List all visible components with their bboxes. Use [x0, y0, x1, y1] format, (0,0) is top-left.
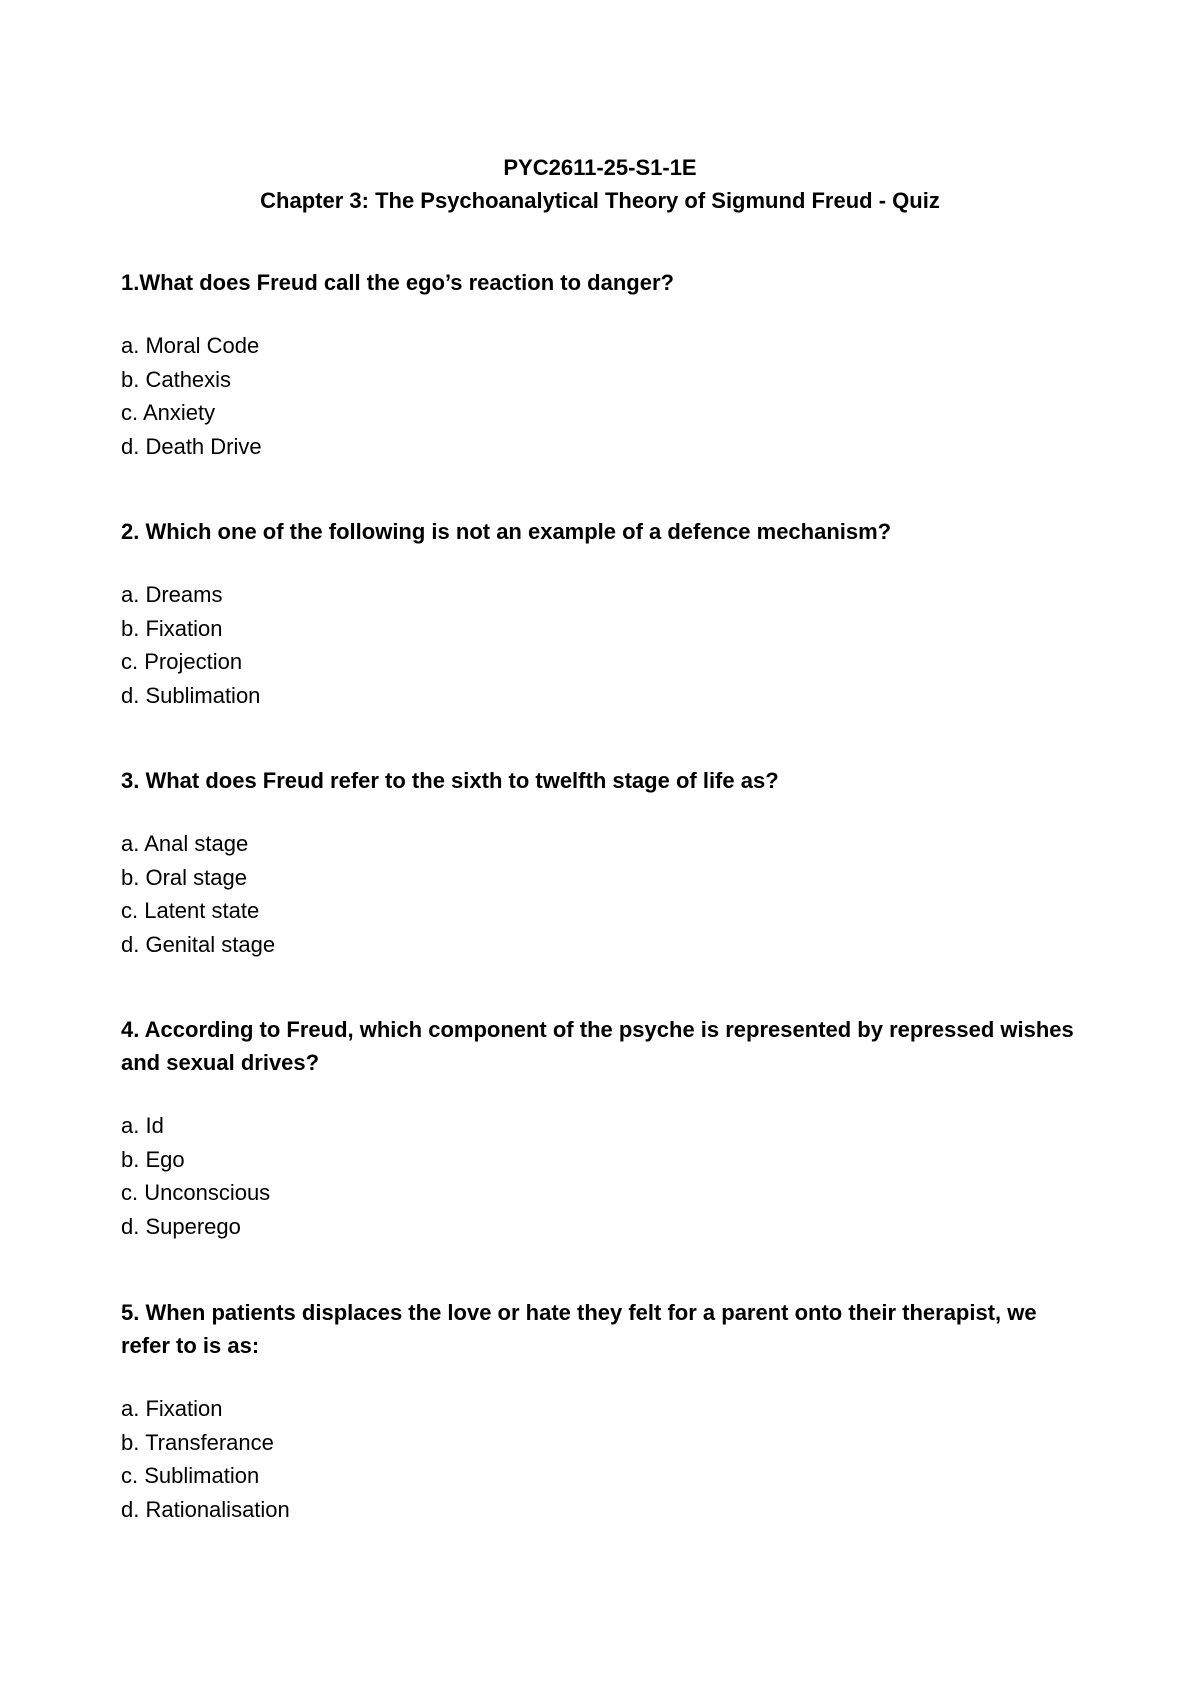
option-c: c. Anxiety [121, 400, 216, 425]
question-2 [121, 515, 1081, 712]
option-c: c. Sublimation [121, 1463, 260, 1488]
option-list [121, 827, 1081, 961]
question-5 [121, 1296, 1081, 1526]
question-text: 1.What does Freud call the ego’s reaction to danger? [121, 270, 674, 295]
question-4 [121, 1013, 1081, 1243]
option-list [121, 578, 1081, 712]
option-b: b. Ego [121, 1146, 185, 1172]
option-a: a. Fixation [121, 1396, 223, 1421]
option-d: d. Sublimation [121, 682, 261, 708]
question-text: 3. What does Freud refer to the sixth to twelfth stage of life as? [121, 768, 779, 793]
option-b: b. Fixation [121, 615, 223, 641]
question-3 [121, 764, 1081, 961]
option-b: b. Transferance [121, 1429, 274, 1455]
option-c: c. Projection [121, 649, 243, 674]
option-a: a. Id [121, 1113, 164, 1138]
question-text: 5. When patients displaces the love or hate they felt for a parent onto their therapist, we refer to is as: [121, 1300, 1037, 1358]
option-a: a. Anal stage [121, 831, 249, 856]
option-c: c. Unconscious [121, 1180, 271, 1205]
option-b: b. Oral stage [121, 864, 247, 890]
course-code: PYC2611-25-S1-1E [503, 155, 697, 180]
question-text: 4. According to Freud, which component of the psyche is represented by repressed wishes and sexual drives? [121, 1017, 1074, 1075]
option-d: d. Rationalisation [121, 1496, 290, 1522]
question-text: 2. Which one of the following is not an example of a defence mechanism? [121, 519, 892, 544]
question-1 [121, 266, 1081, 463]
option-b: b. Cathexis [121, 366, 232, 392]
option-a: a. Dreams [121, 582, 223, 607]
option-a: a. Moral Code [121, 333, 260, 358]
option-list [121, 1109, 1081, 1243]
option-list [121, 329, 1081, 463]
option-d: d. Death Drive [121, 433, 262, 459]
option-d: d. Superego [121, 1213, 241, 1239]
quiz-title: Chapter 3: The Psychoanalytical Theory of Sigmund Freud - Quiz [260, 188, 940, 213]
option-d: d. Genital stage [121, 931, 276, 957]
option-c: c. Latent state [121, 898, 260, 923]
option-list [121, 1392, 1081, 1526]
